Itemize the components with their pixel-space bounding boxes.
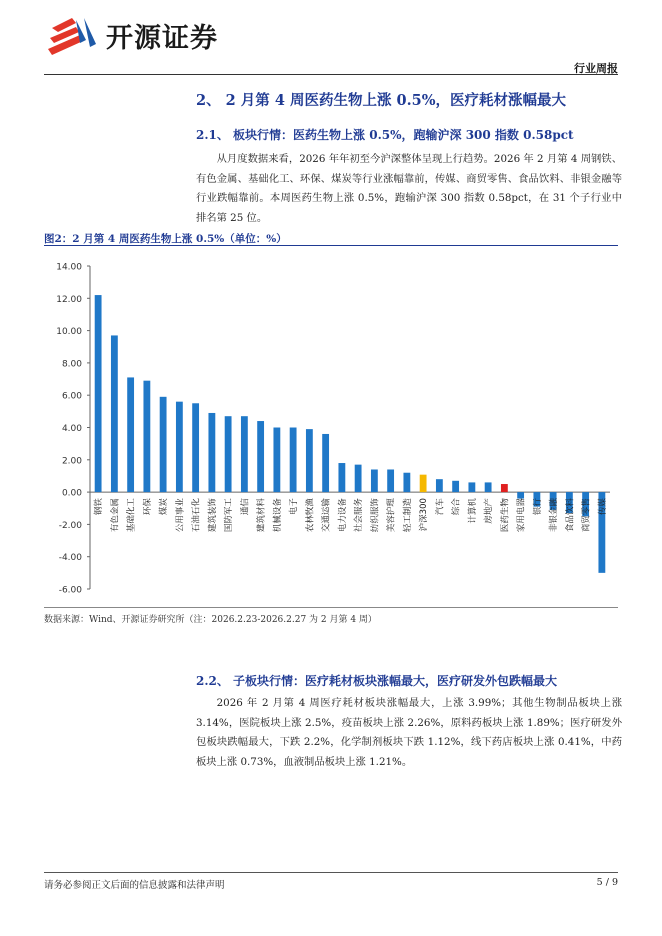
bar-2	[111, 335, 118, 492]
bar-27	[517, 492, 524, 498]
bar-25	[485, 482, 492, 492]
figure-top-rule	[44, 245, 618, 246]
header-divider	[44, 74, 618, 75]
x-tick-label: 传媒	[597, 498, 608, 516]
company-logo	[46, 14, 256, 58]
x-tick-label: 综合	[451, 498, 462, 516]
bar-19	[387, 469, 394, 492]
y-tick-label: -2.00	[58, 520, 82, 531]
x-tick-label: 公用事业	[175, 498, 186, 533]
x-tick-label: 交通运输	[321, 498, 332, 533]
bar-8	[208, 413, 215, 492]
x-tick-label: 家用电器	[516, 498, 527, 533]
bar-14	[306, 429, 313, 492]
x-tick-label: 美容护理	[386, 498, 397, 533]
x-tick-label: 医药生物	[500, 498, 511, 533]
x-tick-label: 商贸零售	[581, 498, 592, 533]
x-tick-label: 通信	[240, 498, 251, 516]
x-tick-label: 食品饮料	[565, 498, 576, 533]
x-tick-label: 机械设备	[272, 498, 283, 533]
page-number: 5 / 9	[596, 877, 618, 888]
footer-disclaimer: 请务必参阅正文后面的信息披露和法律声明	[44, 880, 225, 891]
figure-source: 数据来源：Wind、开源证券研究所（注：2026.2.23-2026.2.27 为 2 月第 4 周）	[44, 615, 377, 625]
subsection-title-2-2: 2.2、 子板块行情：医疗耗材板块涨幅最大，医疗研发外包跌幅最大	[196, 674, 558, 688]
x-tick-label: 有色金属	[110, 498, 121, 533]
bar-18	[371, 469, 378, 492]
bar-12	[273, 428, 280, 493]
logo-mark-icon	[46, 14, 102, 58]
x-tick-label: 基础化工	[126, 498, 137, 533]
bar-13	[290, 428, 297, 493]
bar-26	[501, 484, 508, 492]
x-tick-label: 房地产	[484, 498, 495, 524]
x-tick-label: 建筑材料	[256, 498, 267, 533]
y-tick-label: 8.00	[61, 359, 82, 370]
figure-title: 图2：2 月第 4 周医药生物上涨 0.5%（单位：%）	[44, 233, 287, 245]
bar-22	[436, 479, 443, 492]
x-tick-label: 轻工制造	[402, 498, 413, 533]
report-type: 行业周报	[574, 62, 618, 75]
bar-16	[338, 463, 345, 492]
x-tick-label: 国防军工	[224, 498, 235, 533]
y-tick-label: -6.00	[58, 585, 82, 596]
x-tick-label: 石油石化	[191, 498, 202, 533]
bar-23	[452, 481, 459, 492]
bar-24	[468, 482, 475, 492]
figure-bottom-rule	[44, 607, 618, 608]
x-tick-label: 电力设备	[337, 498, 348, 533]
industry-weekly-change-bar-chart	[44, 250, 618, 606]
y-tick-label: 6.00	[61, 391, 82, 402]
bar-7	[192, 403, 199, 492]
bar-9	[225, 416, 232, 492]
bar-4	[143, 381, 150, 492]
bar-11	[257, 421, 264, 492]
x-tick-label: 纺织服饰	[370, 498, 381, 533]
bar-17	[355, 465, 362, 492]
x-tick-label: 社会服务	[354, 498, 365, 533]
y-tick-label: 2.00	[61, 456, 82, 467]
x-tick-label: 汽车	[435, 498, 446, 516]
y-tick-label: 12.00	[56, 294, 82, 305]
x-tick-label: 煤炭	[159, 498, 170, 516]
y-tick-label: 4.00	[61, 424, 82, 434]
y-tick-label: -4.00	[58, 553, 82, 564]
subsection-title-2-1: 2.1、 板块行情：医药生物上涨 0.5%，跑输沪深 300 指数 0.58pct	[196, 128, 574, 142]
bar-3	[127, 377, 134, 492]
x-tick-label: 沪深300	[419, 498, 430, 532]
x-tick-label: 计算机	[467, 498, 478, 524]
bar-10	[241, 416, 248, 492]
subsection-paragraph-2-2: 2026 年 2 月第 4 周医疗耗材板块涨幅最大，上涨 3.99%；其他生物制品板块上涨 3.14%，医院板块上涨 2.5%，疫苗板块上涨 2.26%，原料药板块上涨 1.89%；医疗研发外包板块跌幅最大，下跌 2.2%，化学制剂板块下跌 1.12%，线下药店板块上涨 0.41%，中药板块上涨 0.73%，血液制品板块上涨 1.21%。	[196, 697, 622, 768]
y-tick-label: 14.00	[56, 262, 82, 273]
x-tick-label: 环保	[142, 498, 153, 516]
bar-5	[160, 397, 167, 492]
subsection-paragraph-2-1: 从月度数据来看，2026 年年初至今沪深整体呈现上行趋势。2026 年 2 月第 4 周钢铁、有色金属、基础化工、环保、煤炭等行业涨幅靠前，传媒、商贸零售、食品饮料、非银金融等行业跌幅靠前。本周医药生物上涨 0.5%，跑输沪深 300 指数 0.58pct，在 31 个子行业中排名第 25 位。	[196, 153, 622, 224]
x-tick-label: 非银金融	[549, 498, 560, 533]
footer-divider	[44, 872, 618, 873]
x-tick-label: 钢铁	[94, 498, 105, 516]
bar-6	[176, 402, 183, 492]
x-tick-label: 农林牧渔	[305, 498, 316, 533]
y-tick-label: 0.00	[61, 488, 82, 499]
logo-text: 开源证券	[106, 23, 218, 54]
y-tick-label: 10.00	[56, 327, 82, 338]
bar-1	[95, 295, 102, 492]
bar-20	[403, 473, 410, 492]
x-tick-label: 电子	[289, 498, 300, 516]
bar-21	[420, 475, 427, 492]
x-tick-label: 建筑装饰	[207, 498, 218, 533]
bar-15	[322, 434, 329, 492]
section-title: 2、 2 月第 4 周医药生物上涨 0.5%，医疗耗材涨幅最大	[196, 92, 567, 109]
x-tick-label: 银行	[532, 498, 543, 516]
